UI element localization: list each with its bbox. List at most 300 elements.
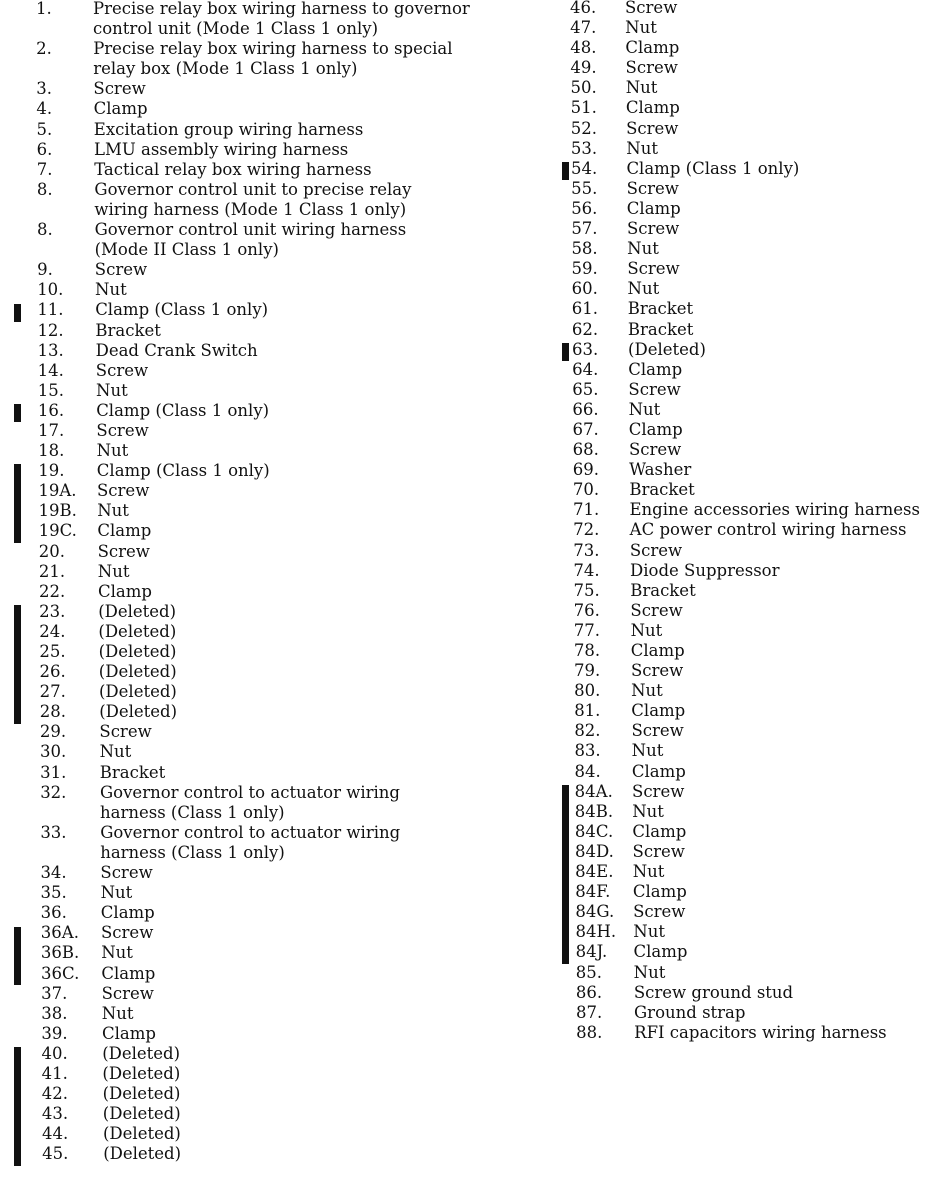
- item-description: (Deleted): [102, 1043, 181, 1063]
- item-description: harness (Class 1 only): [100, 842, 285, 862]
- legend-item: [0, 401, 540, 421]
- item-description: (Deleted): [102, 1063, 181, 1083]
- item-description: Nut: [96, 380, 128, 400]
- item-number: 10.: [37, 280, 64, 300]
- item-number: 34.: [40, 863, 67, 883]
- item-description: Engine accessories wiring harness: [629, 500, 920, 520]
- item-description: AC power control wiring harness: [629, 520, 907, 540]
- legend-item: [535, 701, 941, 721]
- item-description: Screw: [625, 58, 678, 78]
- item-number: 3.: [36, 79, 52, 99]
- legend-item: [535, 782, 941, 802]
- item-number: 51.: [570, 98, 597, 118]
- item-number: 16.: [37, 400, 65, 420]
- item-number: 8.: [36, 179, 53, 199]
- item-description: Screw: [626, 219, 680, 239]
- item-description: Screw: [628, 440, 682, 460]
- legend-item: [535, 279, 941, 299]
- item-description: Nut: [97, 561, 130, 581]
- item-description: Governor control to actuator wiring: [100, 822, 401, 842]
- item-number: 19B.: [38, 501, 77, 521]
- item-number: 19.: [38, 461, 65, 481]
- legend-item: [0, 742, 540, 762]
- legend-item: [0, 1084, 540, 1104]
- legend-item: [0, 461, 540, 481]
- legend-item: [535, 199, 941, 219]
- item-number: 68.: [572, 440, 599, 460]
- item-number: 79.: [573, 661, 601, 681]
- item-description: Nut: [631, 741, 664, 761]
- legend-item: [535, 320, 941, 340]
- item-number: 38.: [41, 1003, 68, 1023]
- legend-item: [535, 963, 941, 983]
- item-number: 33.: [40, 822, 67, 842]
- legend-item: [535, 360, 941, 380]
- legend-column-right: [535, 0, 941, 1043]
- item-description: Nut: [101, 943, 133, 963]
- item-number: 46.: [570, 0, 597, 17]
- item-number: 9.: [37, 260, 53, 280]
- item-description: Screw: [632, 781, 685, 801]
- item-number: 24.: [39, 621, 66, 641]
- item-description: Nut: [99, 742, 132, 762]
- item-description: (Deleted): [102, 1084, 181, 1104]
- legend-item: [535, 862, 941, 882]
- item-number: 15.: [37, 380, 65, 400]
- item-number: 49.: [570, 58, 597, 78]
- legend-item: [0, 662, 540, 682]
- item-number: 54.: [570, 158, 598, 178]
- item-description: Clamp (Class 1 only): [96, 400, 270, 420]
- item-description: Bracket: [627, 319, 694, 339]
- item-description: (Deleted): [98, 621, 177, 641]
- legend-item: [535, 179, 941, 199]
- item-description: Clamp: [628, 419, 683, 439]
- item-description: Nut: [633, 962, 666, 982]
- change-bar: [14, 605, 21, 724]
- item-number: 26.: [39, 662, 66, 682]
- item-description: Nut: [631, 681, 663, 701]
- item-number: 52.: [570, 118, 597, 138]
- legend-item: [0, 943, 540, 963]
- item-number: 31.: [40, 762, 67, 782]
- item-description: Clamp: [93, 99, 148, 119]
- item-number: 77.: [573, 620, 600, 640]
- item-number: 50.: [570, 78, 597, 98]
- item-number: 36.: [40, 903, 67, 923]
- item-description: Clamp: [631, 761, 686, 781]
- item-number: 60.: [571, 279, 598, 299]
- legend-item: [535, 400, 941, 420]
- item-description: Clamp (Class 1 only): [96, 461, 270, 481]
- legend-item: [0, 39, 540, 79]
- item-number: 32.: [40, 782, 67, 802]
- legend-item: [0, 542, 540, 562]
- legend-item: [0, 883, 540, 903]
- item-number: 62.: [571, 319, 599, 339]
- item-number: 69.: [572, 460, 599, 480]
- legend-item: [535, 0, 941, 18]
- item-description: (Deleted): [99, 702, 178, 722]
- item-number: 41.: [41, 1063, 68, 1083]
- item-number: 76.: [573, 600, 600, 620]
- item-number: 78.: [573, 641, 601, 660]
- item-number: 57.: [571, 219, 598, 239]
- legend-item: [0, 903, 540, 923]
- legend-item: [535, 340, 941, 360]
- item-number: 12.: [37, 320, 64, 340]
- item-number: 5.: [36, 119, 53, 139]
- item-description: Screw: [627, 259, 680, 279]
- item-number: 2.: [36, 39, 52, 59]
- item-description: Washer: [629, 460, 692, 480]
- item-description: Clamp: [625, 98, 680, 118]
- legend-item: [0, 300, 540, 320]
- legend-item: [0, 964, 540, 984]
- item-description: Screw: [628, 379, 681, 399]
- item-number: 48.: [570, 38, 597, 58]
- item-description: Nut: [96, 441, 129, 461]
- item-description: Nut: [630, 620, 663, 640]
- item-description: RFI capacitors wiring harness: [634, 1022, 887, 1042]
- item-description: Screw: [630, 661, 684, 681]
- legend-item: [535, 581, 941, 601]
- legend-item: [535, 601, 941, 621]
- legend-item: [535, 621, 941, 641]
- legend-item: [535, 159, 941, 179]
- change-bar: [14, 1047, 21, 1166]
- legend-item: [0, 361, 540, 381]
- item-description: Clamp: [98, 581, 152, 601]
- change-bar: [14, 404, 21, 422]
- legend-item: [0, 763, 540, 783]
- item-description: Bracket: [629, 480, 695, 500]
- item-description: Clamp: [632, 821, 687, 841]
- item-number: 66.: [572, 399, 599, 419]
- legend-item: [535, 922, 941, 942]
- item-description: Clamp: [100, 903, 155, 923]
- legend-item: [0, 1144, 540, 1164]
- legend-item: [0, 1124, 540, 1144]
- legend-item: [0, 441, 540, 461]
- item-number: 53.: [570, 138, 598, 158]
- legend-item: [0, 260, 540, 280]
- legend-item: [0, 984, 540, 1004]
- item-number: 27.: [39, 682, 66, 702]
- item-description: Screw: [625, 0, 678, 17]
- item-description: Screw: [629, 540, 683, 560]
- item-number: 37.: [41, 983, 68, 1003]
- item-description: Nut: [95, 280, 127, 300]
- legend-item: [535, 942, 941, 962]
- legend-item: [0, 0, 540, 39]
- change-bar: [562, 343, 569, 361]
- item-number: 71.: [573, 500, 600, 520]
- item-number: 84H.: [575, 922, 617, 942]
- legend-item: [535, 500, 941, 520]
- legend-item: [535, 983, 941, 1003]
- change-bar: [14, 304, 21, 322]
- item-description: Nut: [627, 279, 660, 299]
- legend-item: [535, 119, 941, 139]
- legend-item: [535, 58, 941, 78]
- item-number: 8.: [36, 220, 53, 240]
- legend-item: [535, 259, 941, 279]
- item-description: (Deleted): [103, 1144, 182, 1164]
- item-description: Clamp: [102, 1023, 156, 1043]
- legend-item: [535, 380, 941, 400]
- item-description: wiring harness (Mode 1 Class 1 only): [94, 199, 407, 219]
- item-number: 72.: [573, 520, 600, 540]
- legend-item: [0, 1104, 540, 1124]
- item-description: Clamp: [625, 38, 680, 58]
- item-description: Screw: [97, 481, 150, 501]
- change-bar: [562, 785, 569, 964]
- item-description: Screw: [631, 721, 684, 741]
- legend-item: [535, 460, 941, 480]
- item-description: Diode Suppressor: [630, 560, 780, 580]
- item-number: 73.: [573, 540, 600, 560]
- item-number: 17.: [38, 420, 65, 440]
- legend-item: [0, 220, 540, 260]
- item-description: Tactical relay box wiring harness: [94, 159, 372, 179]
- item-number: 67.: [572, 419, 599, 439]
- item-description: Governor control unit to precise relay: [94, 179, 412, 199]
- item-number: 84D.: [575, 841, 614, 861]
- item-description: Screw: [100, 863, 153, 883]
- item-number: 75.: [573, 580, 600, 600]
- item-description: Screw: [95, 360, 149, 380]
- legend-item: [0, 481, 540, 501]
- item-number: 18.: [38, 441, 65, 461]
- legend-item: [535, 219, 941, 239]
- item-number: 13.: [37, 340, 64, 360]
- item-description: Clamp: [630, 641, 685, 660]
- item-description: Screw: [633, 902, 686, 922]
- legend-item: [535, 239, 941, 259]
- legend-item: [535, 882, 941, 902]
- legend-item: [535, 98, 941, 118]
- item-number: 84C.: [574, 821, 614, 841]
- item-description: Screw: [94, 260, 148, 280]
- item-description: Bracket: [627, 299, 694, 319]
- legend-item: [535, 541, 941, 561]
- item-description: (Deleted): [98, 601, 177, 621]
- item-number: 47.: [570, 18, 597, 38]
- item-description: (Deleted): [628, 339, 706, 359]
- item-number: 29.: [39, 722, 67, 742]
- item-number: 84.: [574, 761, 601, 781]
- item-description: (Deleted): [98, 662, 177, 682]
- item-description: Ground strap: [634, 1002, 746, 1022]
- item-description: Clamp: [631, 701, 686, 721]
- item-number: 7.: [36, 159, 53, 179]
- legend-item: [535, 902, 941, 922]
- legend-item: [0, 421, 540, 441]
- item-number: 42.: [41, 1084, 68, 1104]
- legend-item: [0, 863, 540, 883]
- legend-item: [535, 822, 941, 842]
- item-description: Bracket: [95, 320, 161, 340]
- legend-item: [0, 160, 540, 180]
- item-description: Screw: [101, 983, 154, 1003]
- item-description: Screw: [632, 841, 685, 861]
- item-description: Nut: [627, 239, 659, 259]
- change-bar: [14, 464, 21, 542]
- item-number: 81.: [574, 701, 601, 721]
- legend-item: [0, 280, 540, 300]
- item-number: 84J.: [575, 942, 608, 962]
- item-number: 44.: [42, 1124, 69, 1144]
- item-number: 4.: [36, 99, 53, 119]
- legend-item: [535, 480, 941, 500]
- change-bar: [562, 162, 569, 180]
- item-number: 55.: [571, 178, 598, 198]
- item-description: Screw: [96, 420, 149, 440]
- item-description: Clamp: [628, 359, 683, 379]
- item-description: Nut: [625, 18, 657, 38]
- item-number: 20.: [38, 541, 65, 561]
- legend-item: [0, 180, 540, 220]
- item-number: 74.: [573, 560, 600, 580]
- legend-item: [0, 702, 540, 722]
- item-description: Screw: [99, 722, 152, 742]
- item-number: 36C.: [41, 963, 80, 983]
- item-number: 63.: [572, 339, 599, 359]
- item-number: 36B.: [40, 943, 80, 963]
- legend-item: [535, 420, 941, 440]
- item-description: Clamp (Class 1 only): [95, 300, 269, 320]
- item-number: 82.: [574, 721, 601, 741]
- legend-item: [0, 682, 540, 702]
- item-description: Screw ground stud: [633, 982, 794, 1002]
- legend-item: [0, 622, 540, 642]
- legend-item: [535, 561, 941, 581]
- item-description: relay box (Mode 1 Class 1 only): [93, 59, 358, 79]
- item-description: Clamp (Class 1 only): [626, 158, 800, 178]
- item-description: Screw: [93, 79, 146, 99]
- item-description: Dead Crank Switch: [95, 340, 258, 360]
- item-number: 85.: [575, 962, 602, 982]
- item-number: 39.: [41, 1023, 68, 1043]
- item-description: Nut: [628, 399, 661, 419]
- item-description: (Deleted): [98, 642, 177, 661]
- item-number: 1.: [36, 0, 52, 18]
- item-number: 40.: [41, 1043, 68, 1063]
- item-number: 6.: [36, 139, 53, 159]
- item-number: 61.: [571, 299, 599, 319]
- item-number: 84F.: [575, 882, 611, 902]
- item-number: 87.: [576, 1002, 603, 1022]
- legend-item: [535, 681, 941, 701]
- item-description: Nut: [625, 78, 658, 98]
- item-description: Screw: [97, 541, 150, 561]
- legend-item: [535, 802, 941, 822]
- item-number: 21.: [38, 561, 66, 581]
- legend-item: [0, 562, 540, 582]
- item-description: control unit (Mode 1 Class 1 only): [93, 19, 379, 39]
- legend-item: [0, 1024, 540, 1044]
- item-description: harness (Class 1 only): [100, 802, 285, 822]
- item-description: Bracket: [630, 580, 696, 600]
- legend-item: [535, 1023, 941, 1043]
- item-number: 70.: [572, 480, 600, 500]
- legend-item: [535, 139, 941, 159]
- item-number: 83.: [574, 741, 601, 761]
- legend-item: [535, 641, 941, 661]
- item-description: Nut: [632, 801, 664, 821]
- legend-item: [0, 120, 540, 140]
- legend-item: [0, 602, 540, 622]
- item-number: 65.: [572, 379, 599, 399]
- legend-item: [0, 823, 540, 863]
- legend-item: [0, 140, 540, 160]
- item-number: 19A.: [38, 481, 77, 501]
- legend-item: [0, 783, 540, 823]
- legend-item: [535, 741, 941, 761]
- item-number: 19C.: [38, 521, 77, 541]
- legend-item: [535, 18, 941, 38]
- legend-item: [0, 923, 540, 943]
- item-number: 25.: [39, 642, 66, 661]
- item-number: 35.: [40, 883, 67, 903]
- item-number: 11.: [37, 300, 64, 320]
- legend-item: [0, 99, 540, 119]
- item-number: 84G.: [575, 902, 615, 922]
- item-description: (Deleted): [103, 1124, 181, 1144]
- item-description: Clamp: [626, 198, 681, 218]
- legend-item: [0, 722, 540, 742]
- item-number: 28.: [39, 702, 66, 722]
- item-number: 84B.: [574, 801, 614, 821]
- item-number: 84A.: [574, 781, 613, 801]
- legend-item: [535, 520, 941, 540]
- item-description: Nut: [101, 1003, 134, 1023]
- item-number: 88.: [576, 1022, 603, 1042]
- item-number: 64.: [572, 359, 599, 379]
- item-description: Screw: [630, 600, 683, 620]
- legend-item: [535, 721, 941, 741]
- item-number: 43.: [41, 1104, 69, 1124]
- item-description: Screw: [626, 118, 679, 138]
- item-description: Screw: [101, 923, 154, 943]
- item-number: 56.: [571, 198, 598, 218]
- item-description: Governor control to actuator wiring: [100, 782, 400, 802]
- legend-item: [0, 341, 540, 361]
- legend-item: [0, 321, 540, 341]
- item-description: (Deleted): [99, 682, 177, 702]
- legend-item: [535, 78, 941, 98]
- item-number: 86.: [575, 982, 603, 1002]
- item-number: 23.: [39, 601, 66, 621]
- legend-item: [0, 1004, 540, 1024]
- legend-item: [535, 38, 941, 58]
- item-description: Governor control unit wiring harness: [94, 220, 407, 240]
- item-description: Bracket: [99, 762, 166, 782]
- item-number: 59.: [571, 259, 598, 279]
- legend-item: [535, 842, 941, 862]
- item-description: Nut: [632, 862, 665, 882]
- legend-item: [535, 440, 941, 460]
- legend-item: [535, 1003, 941, 1023]
- item-number: 30.: [39, 742, 67, 762]
- legend-item: [0, 381, 540, 401]
- legend-item: [0, 1064, 540, 1084]
- legend-item: [535, 661, 941, 681]
- item-description: Nut: [97, 501, 129, 521]
- item-description: Clamp: [633, 942, 688, 962]
- item-number: 45.: [42, 1144, 69, 1164]
